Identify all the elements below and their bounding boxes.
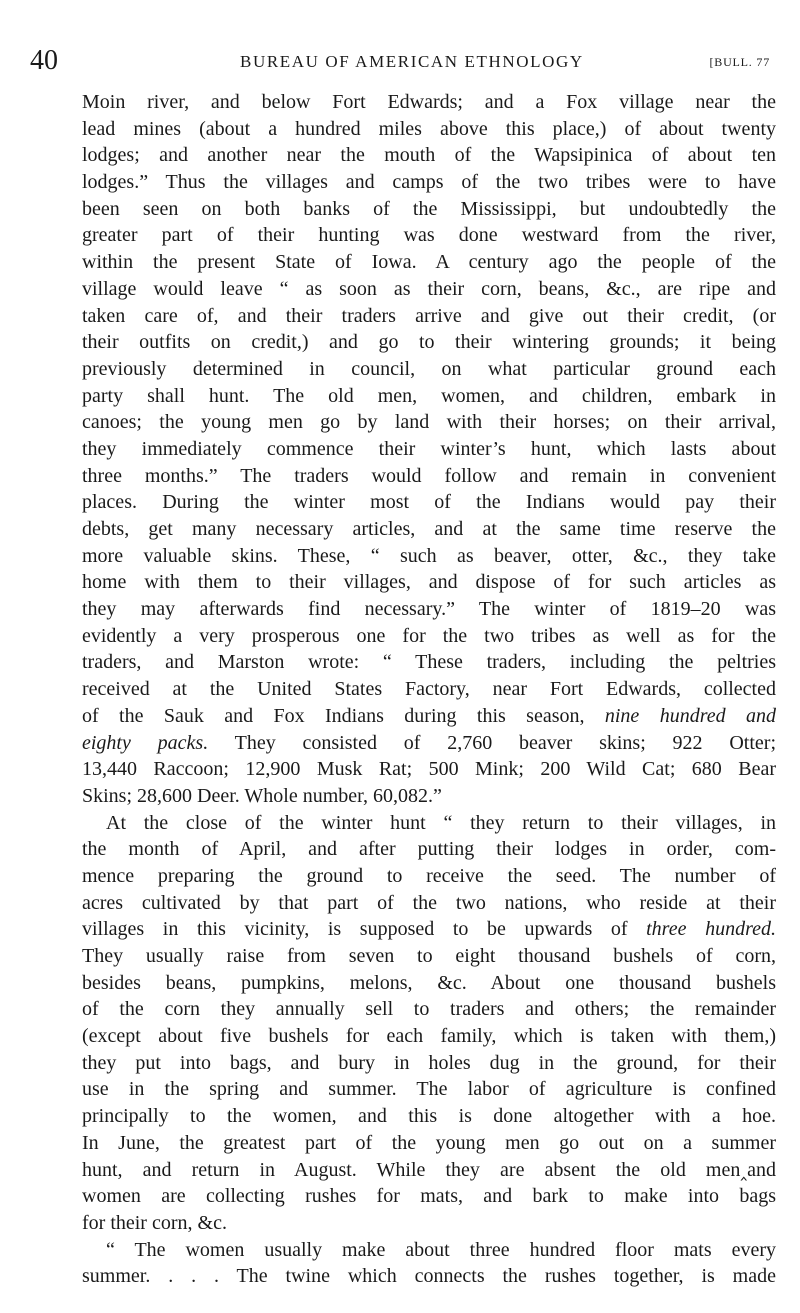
- text-line: canoes; the young men go by land with their horses; on their arrival,: [82, 411, 776, 434]
- body-text: [82, 89, 776, 1290]
- text-segment: of the Sauk and Fox Indians during this season,: [82, 704, 605, 727]
- bulletin-reference: [BULL. 77: [709, 55, 770, 69]
- text-line: received at the United States Factory, near Fort Edwards, collected: [82, 678, 776, 701]
- text-line: [82, 730, 776, 757]
- text-line: [82, 703, 776, 730]
- text-line: At the close of the winter hunt “ they return to their villages, in: [106, 811, 776, 834]
- text-line: besides beans, pumpkins, melons, &c. About one thousand bushels: [82, 971, 776, 994]
- text-line: Skins; 28,600 Deer. Whole number, 60,082.”: [82, 784, 442, 807]
- text-line: acres cultivated by that part of the two nations, who reside at their: [82, 891, 776, 914]
- italic-phrase: nine hundred and: [604, 704, 776, 727]
- text-line: debts, get many necessary articles, and at the same time reserve the: [82, 518, 776, 540]
- text-line: Moin river, and below Fort Edwards; and a Fox village near the: [82, 91, 776, 113]
- text-line: within the present State of Iowa. A century ago the people of the: [82, 251, 776, 274]
- text-line: lead mines (about a hundred miles above this place,) of about twenty: [82, 117, 776, 140]
- text-line: evidently a very prosperous one for the two tribes as well as for the: [82, 624, 776, 647]
- text-line: of the corn they annually sell to traders and others; the remainder: [82, 998, 776, 1021]
- text-line: principally to the women, and this is done altogether with a hoe.: [82, 1105, 776, 1128]
- text-line: village would leave “ as soon as their corn, beans, &c., are ripe and: [82, 277, 776, 300]
- italic-phrase: three hundred.: [646, 918, 776, 941]
- text-line: hunt, and return in August. While they are absent the old men‸and: [82, 1158, 776, 1181]
- text-line: they may afterwards find necessary.” The winter of 1819–20 was: [82, 598, 776, 621]
- text-line: 13,440 Raccoon; 12,900 Musk Rat; 500 Mink; 200 Wild Cat; 680 Bear: [82, 758, 776, 781]
- text-segment: They consisted of 2,760 beaver skins; 922 Otter;: [208, 731, 776, 754]
- text-line: mence preparing the ground to receive the seed. The number of: [82, 864, 776, 887]
- text-line: party shall hunt. The old men, women, and children, embark in: [82, 384, 776, 407]
- text-line: women are collecting rushes for mats, and bark to make into bags: [82, 1185, 776, 1208]
- text-line: summer. . . . The twine which connects the rushes together, is made: [82, 1265, 776, 1288]
- text-line: (except about five bushels for each family, which is taken with them,): [82, 1025, 776, 1048]
- text-line: [82, 916, 776, 943]
- text-line: the month of April, and after putting their lodges in order, com-: [82, 838, 776, 861]
- text-line: for their corn, &c.: [82, 1211, 227, 1234]
- text-line: places. During the winter most of the Indians would pay their: [82, 491, 776, 514]
- text-line: use in the spring and summer. The labor of agriculture is confined: [82, 1078, 776, 1101]
- text-line: more valuable skins. These, “ such as beaver, otter, &c., they take: [82, 544, 776, 567]
- text-line: lodges; and another near the mouth of the Wapsipinica of about ten: [82, 144, 776, 167]
- text-line: lodges.” Thus the villages and camps of the two tribes were to have: [82, 171, 776, 194]
- text-line: traders, and Marston wrote: “ These traders, including the peltries: [82, 651, 776, 674]
- text-line: greater part of their hunting was done westward from the river,: [82, 224, 776, 247]
- text-line: In June, the greatest part of the young men go out on a summer: [82, 1131, 776, 1154]
- text-segment: villages in this vicinity, is supposed to be upwards of: [82, 918, 647, 941]
- text-line: three months.” The traders would follow and remain in convenient: [82, 464, 776, 487]
- text-line: they immediately commence their winter’s hunt, which lasts about: [82, 437, 776, 460]
- text-line: taken care of, and their traders arrive and give out their credit, (or: [82, 304, 776, 327]
- journal-title: BUREAU OF AMERICAN ETHNOLOGY: [240, 52, 584, 71]
- text-line: they put into bags, and bury in holes dug in the ground, for their: [82, 1051, 776, 1074]
- running-header: [30, 44, 770, 78]
- text-line: previously determined in council, on what particular ground each: [82, 357, 776, 380]
- text-line: They usually raise from seven to eight thousand bushels of corn,: [82, 945, 776, 967]
- text-line: home with them to their villages, and dispose of for such articles as: [82, 571, 776, 594]
- page-number: 40: [30, 45, 58, 76]
- text-line: “ The women usually make about three hundred floor mats every: [106, 1238, 776, 1261]
- italic-phrase: eighty packs.: [82, 731, 209, 754]
- text-line: been seen on both banks of the Mississippi, but undoubtedly the: [82, 197, 776, 220]
- text-line: their outfits on credit,) and go to their wintering grounds; it being: [82, 331, 776, 354]
